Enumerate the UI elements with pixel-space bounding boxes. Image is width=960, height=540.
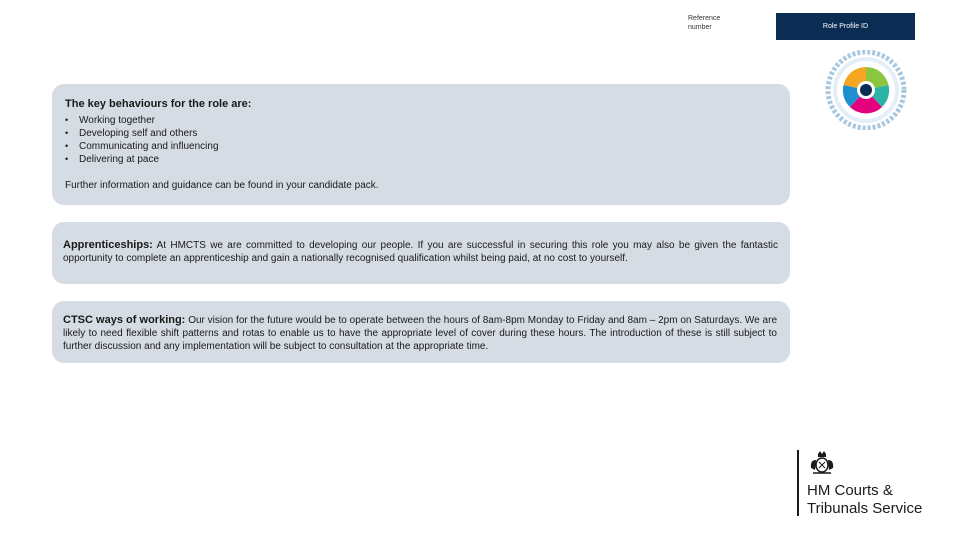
key-behaviours-footer: Further information and guidance can be found in your candidate pack. bbox=[65, 180, 379, 191]
hmcts-logo bbox=[797, 450, 947, 520]
reference-number-field bbox=[688, 14, 752, 40]
reference-number-label: Reference number bbox=[688, 15, 721, 31]
list-item: • Delivering at pace bbox=[65, 154, 160, 165]
ctsc-panel bbox=[52, 301, 790, 363]
role-profile-id-label: Role Profile ID bbox=[822, 23, 869, 30]
apprenticeships-paragraph bbox=[63, 239, 778, 265]
key-behaviours-list bbox=[65, 114, 790, 166]
ctsc-text: Our vision for the future would be to operate between the hours of 8am-8pm Monday to Friday and 8am – 2pm on Saturdays. We are likely to need flexible shift patterns and rotas to enable us to have the appropriate level of cover during these hours. The introduction of these is still subject to further discussion and any implementation will be subject to consultation at the appropriate time. bbox=[63, 315, 777, 352]
logo-line-1: HM Courts & bbox=[807, 482, 893, 499]
key-behaviours-panel bbox=[52, 84, 790, 205]
logo-line-2: Tribunals Service bbox=[807, 500, 923, 517]
logo-wordmark bbox=[807, 482, 922, 518]
bullet-icon: • bbox=[65, 128, 69, 138]
key-behaviours-title: The key behaviours for the role are: bbox=[65, 98, 252, 110]
role-profile-id-box bbox=[776, 13, 915, 40]
bullet-icon: • bbox=[65, 141, 69, 151]
logo-divider bbox=[797, 450, 799, 516]
bullet-icon: • bbox=[65, 154, 69, 164]
ctsc-paragraph bbox=[63, 314, 777, 353]
list-item: • Working together bbox=[65, 115, 155, 126]
success-profiles-wheel-icon bbox=[824, 50, 908, 130]
apprenticeships-text: At HMCTS we are committed to developing our people. If you are successful in securing this role you may also be given the fantastic opportunity to complete an apprenticeship and gain a nationally recognised qualification whilst being paid, at no cost to yourself. bbox=[63, 240, 778, 264]
apprenticeships-panel bbox=[52, 222, 790, 284]
list-item: • Communicating and influencing bbox=[65, 141, 219, 152]
apprenticeships-heading: Apprenticeships: bbox=[63, 239, 153, 251]
list-item: • Developing self and others bbox=[65, 128, 198, 139]
ctsc-heading: CTSC ways of working: bbox=[63, 314, 186, 326]
bullet-icon: • bbox=[65, 115, 69, 125]
royal-crest-icon bbox=[807, 450, 837, 476]
